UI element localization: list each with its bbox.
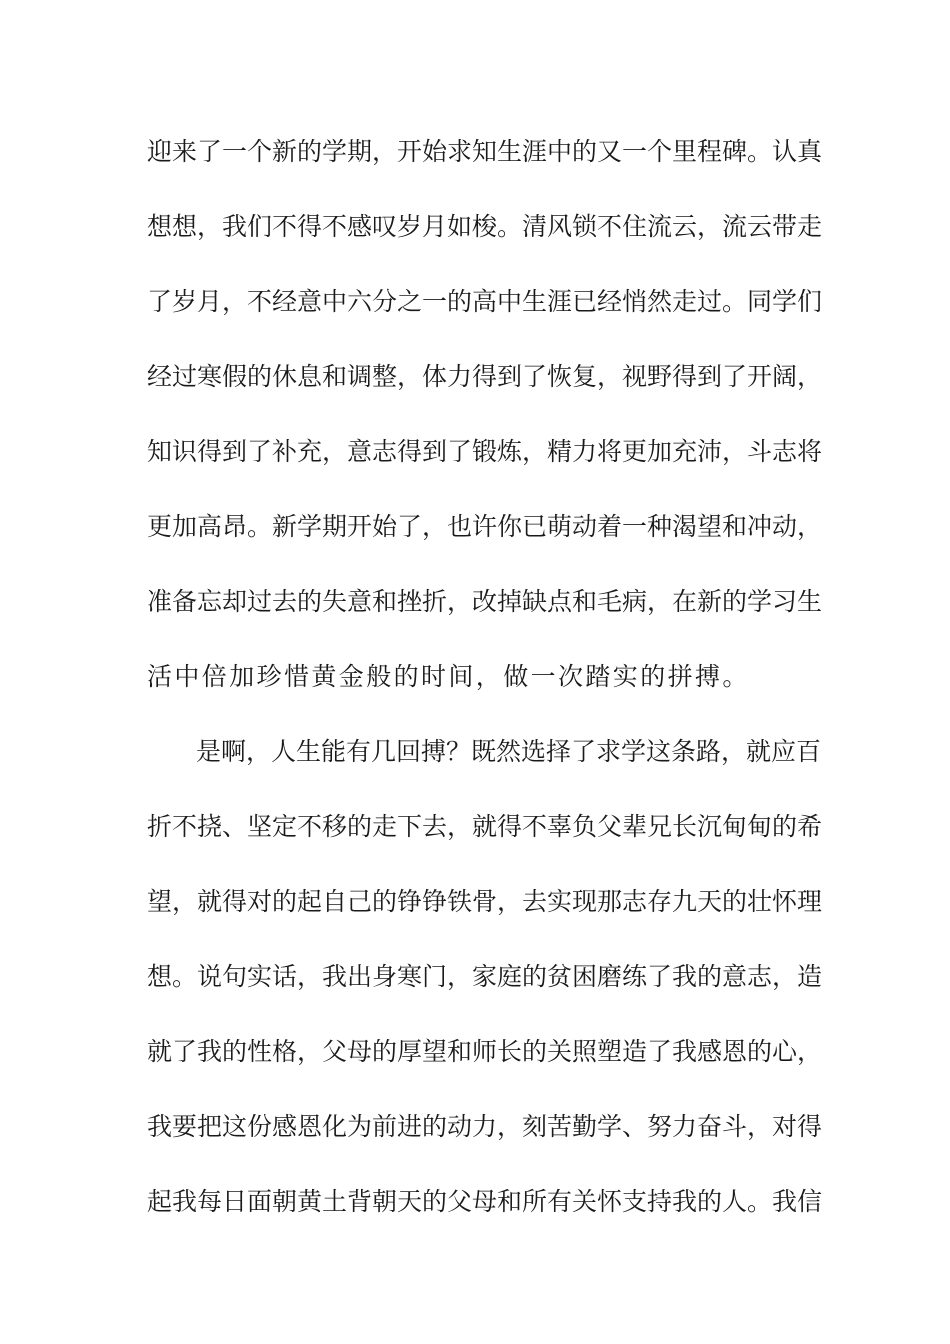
paragraph-1-line-1: 迎来了一个新的学期，开始求知生涯中的又一个里程碑。认真: [147, 137, 823, 166]
paragraph-1-line-3: 了岁月，不经意中六分之一的高中生涯已经悄然走过。同学们: [147, 287, 823, 316]
paragraph-2-line-6: 我要把这份感恩化为前进的动力，刻苦勤学、努力奋斗，对得: [147, 1112, 823, 1141]
paragraph-2-line-5: 就了我的性格，父母的厚望和师长的关照塑造了我感恩的心，: [147, 1037, 823, 1066]
paragraph-2-line-2: 折不挠、坚定不移的走下去，就得不辜负父辈兄长沉甸甸的希: [147, 812, 823, 841]
paragraph-1-line-5: 知识得到了补充，意志得到了锻炼，精力将更加充沛，斗志将: [147, 437, 823, 466]
paragraph-1-line-2: 想想，我们不得不感叹岁月如梭。清风锁不住流云，流云带走: [147, 212, 823, 241]
paragraph-2-line-1: 是啊，人生能有几回搏？既然选择了求学这条路，就应百: [196, 737, 822, 766]
paragraph-2-line-4: 想。说句实话，我出身寒门，家庭的贫困磨练了我的意志，造: [147, 962, 823, 991]
paragraph-1-line-8: 活中倍加珍惜黄金般的时间，做一次踏实的拼搏。: [147, 662, 750, 691]
paragraph-1-line-4: 经过寒假的休息和调整，体力得到了恢复，视野得到了开阔，: [147, 362, 823, 391]
paragraph-1-line-7: 准备忘却过去的失意和挫折，改掉缺点和毛病，在新的学习生: [147, 587, 823, 616]
paragraph-2-line-7: 起我每日面朝黄土背朝天的父母和所有关怀支持我的人。我信: [147, 1187, 823, 1216]
paragraph-1-line-6: 更加高昂。新学期开始了，也许你已萌动着一种渴望和冲动，: [147, 512, 823, 541]
paragraph-2-line-3: 望，就得对的起自己的铮铮铁骨，去实现那志存九天的壮怀理: [147, 887, 823, 916]
